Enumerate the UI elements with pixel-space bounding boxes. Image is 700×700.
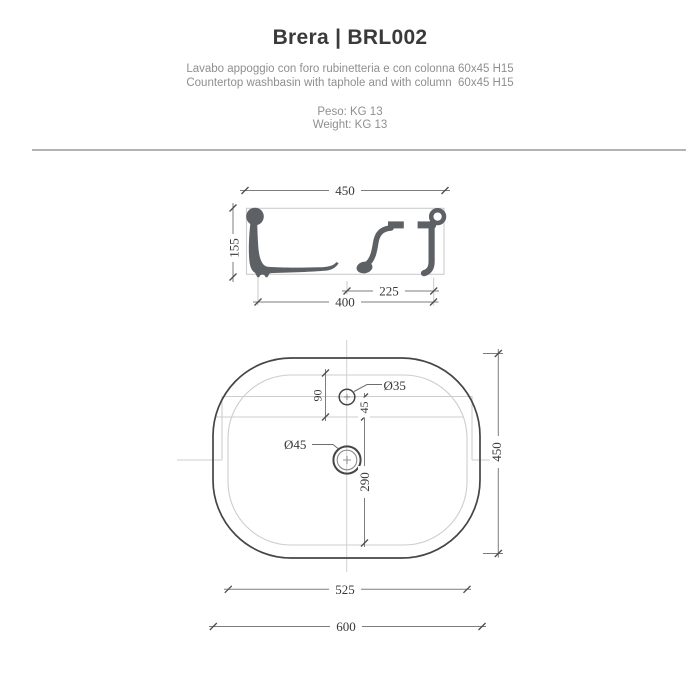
foot-notch: [259, 275, 265, 281]
weight-italian: Peso: KG 13: [317, 106, 383, 118]
top-dim-taphole-back-offset-label: 90: [310, 389, 325, 402]
side-view-profile: [246, 208, 444, 281]
top-dim-depth: [483, 349, 504, 558]
left-wall-and-floor: [249, 221, 339, 278]
side-dim-overall-width: [240, 183, 450, 198]
top-dim-taphole-center-offset-label: 45: [357, 401, 371, 414]
taphole-diameter-callout: [354, 378, 406, 393]
side-dim-base-width-label: 400: [335, 294, 355, 310]
weight-english: Weight: KG 13: [312, 119, 388, 131]
taphole-diameter-label: Ø35: [383, 378, 406, 393]
description-english: Countertop washbasin with taphole and with column 60x45 H15: [186, 77, 514, 89]
right-rim-hook: [431, 210, 444, 223]
side-dim-column-offset-label: 225: [379, 283, 399, 299]
top-dim-inner-width: [224, 582, 471, 597]
top-dim-drain-to-front-label: 290: [357, 472, 372, 492]
side-dim-base-width: [253, 295, 439, 310]
top-dim-taphole-back-offset: [311, 369, 330, 421]
top-dim-inner-width-label: 525: [335, 581, 355, 597]
drain-diameter-label: Ø45: [284, 437, 307, 452]
page-title: Brera | BRL002: [272, 26, 428, 49]
drain-hole: [333, 446, 360, 473]
drain-diameter-callout: [284, 437, 338, 452]
top-dim-overall-width: [209, 619, 486, 634]
column-s-curve: [367, 228, 392, 265]
side-dim-height-label: 155: [226, 238, 242, 258]
top-dim-overall-width-label: 600: [336, 619, 356, 634]
deck-gap: [404, 220, 418, 230]
side-view-drawing: [227, 183, 451, 310]
top-dim-center-offsets: [357, 393, 372, 547]
side-dim-height: [227, 203, 242, 282]
side-dim-overall-width-label: 450: [335, 183, 355, 198]
right-wall: [424, 227, 432, 273]
top-view-drawing: [177, 340, 504, 634]
top-dim-depth-label: 450: [489, 442, 504, 462]
description-italian: Lavabo appoggio con foro rubinetteria e con colonna 60x45 H15: [186, 63, 514, 75]
side-view-envelope: [247, 208, 445, 274]
